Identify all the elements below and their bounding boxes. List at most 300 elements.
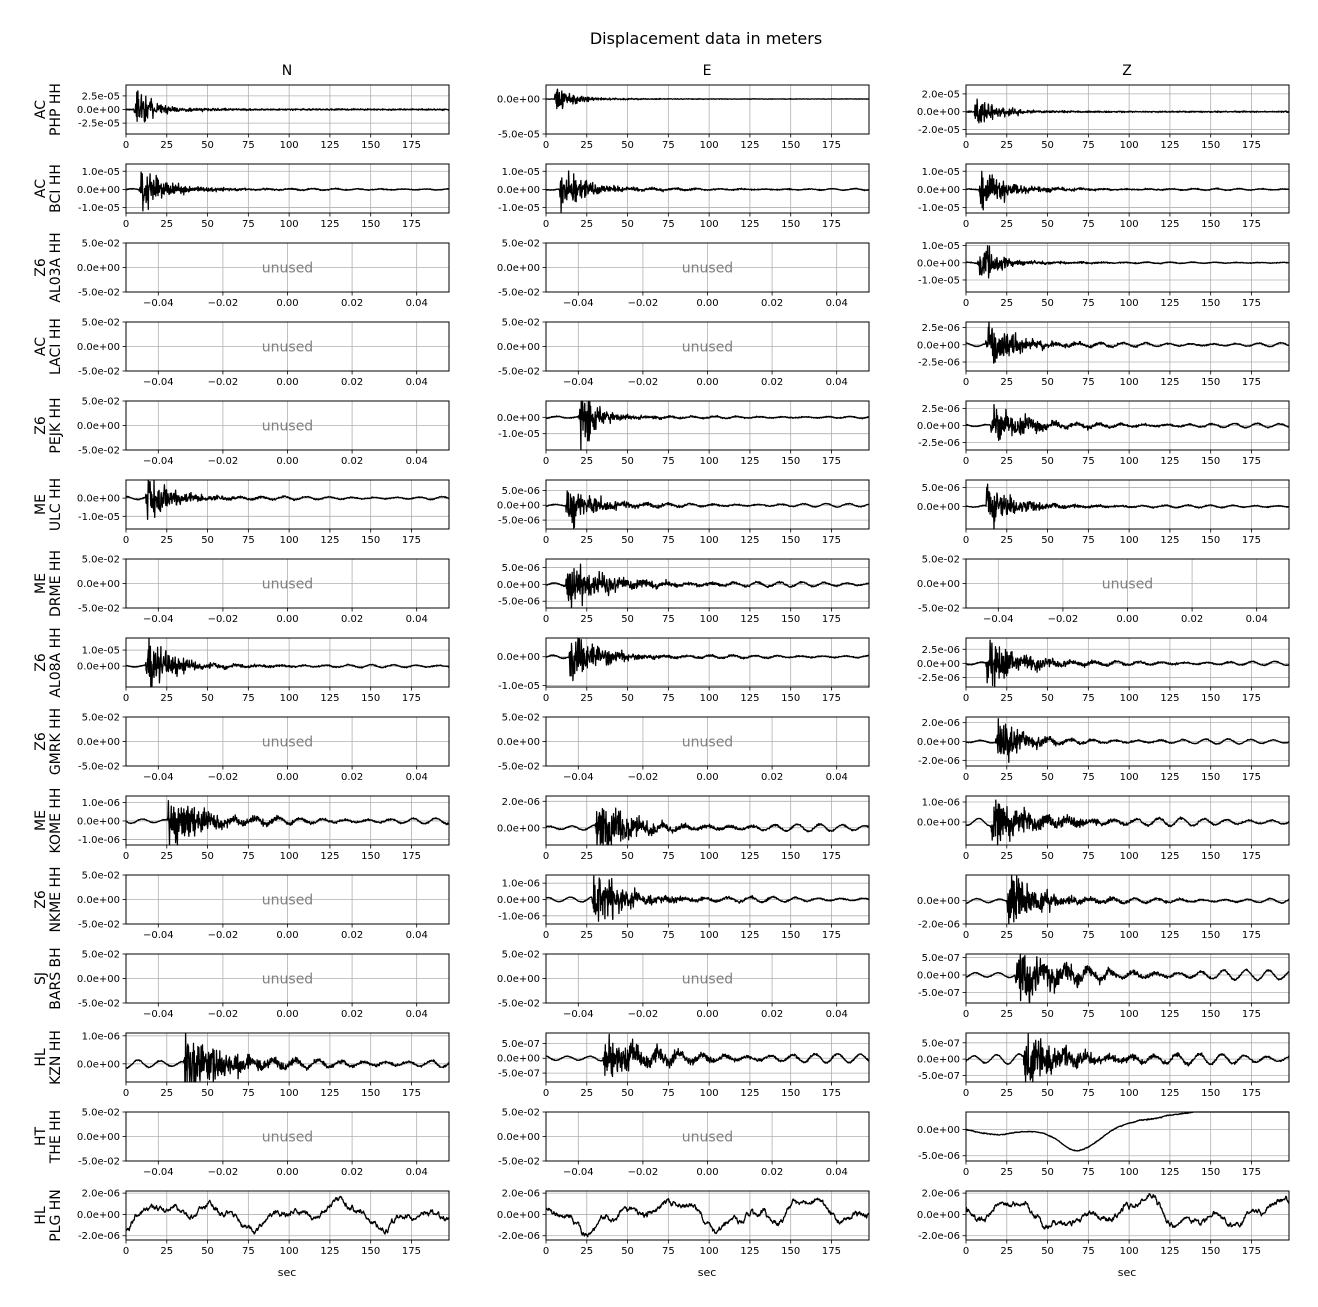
x-tick-label: 0.00 bbox=[696, 1167, 719, 1178]
panel-n bbox=[77, 397, 449, 468]
y-tick-label: 0.0e+00 bbox=[76, 1132, 120, 1143]
x-tick-label: 0.00 bbox=[276, 614, 299, 625]
y-tick-label: -1.0e-05 bbox=[498, 681, 540, 693]
station-row-5 bbox=[33, 478, 1289, 546]
series-line bbox=[966, 1034, 1289, 1082]
row-label-network: HL bbox=[33, 1206, 49, 1225]
y-tick-label: -1.0e-05 bbox=[78, 511, 120, 523]
x-tick-label: 25 bbox=[580, 219, 594, 230]
x-tick-label: 150 bbox=[781, 1246, 801, 1257]
x-tick-label: 0 bbox=[962, 1246, 970, 1257]
x-tick-label: 175 bbox=[401, 693, 422, 704]
x-tick-label: −0.04 bbox=[142, 772, 174, 783]
x-tick-label: 75 bbox=[661, 456, 675, 467]
x-tick-label: 75 bbox=[241, 535, 255, 546]
x-tick-label: 125 bbox=[740, 1088, 760, 1099]
unused-label: unused bbox=[681, 260, 734, 277]
x-tick-label: 150 bbox=[361, 693, 381, 704]
plot-frame bbox=[546, 638, 869, 687]
x-tick-label: −0.02 bbox=[627, 377, 659, 388]
x-tick-label: 25 bbox=[160, 535, 174, 546]
x-tick-label: −0.04 bbox=[562, 298, 594, 309]
y-tick-label: 5.0e-06 bbox=[501, 485, 540, 497]
x-tick-label: 0 bbox=[962, 693, 970, 704]
x-tick-label: 25 bbox=[1000, 1088, 1014, 1099]
x-tick-label: 100 bbox=[1119, 930, 1139, 941]
panel-n bbox=[77, 1108, 449, 1179]
plot-frame bbox=[966, 954, 1289, 1003]
x-tick-label: 0.04 bbox=[825, 1009, 848, 1020]
x-tick-label: 125 bbox=[320, 1088, 340, 1099]
x-tick-label: 125 bbox=[1160, 1246, 1180, 1257]
y-tick-label: 5.0e-02 bbox=[501, 949, 540, 961]
row-label-network: Z6 bbox=[33, 890, 49, 909]
x-tick-label: −0.04 bbox=[142, 614, 174, 625]
x-tick-label: 0.04 bbox=[405, 1167, 428, 1178]
x-tick-label: 25 bbox=[160, 219, 174, 230]
x-tick-label: 25 bbox=[160, 1246, 174, 1257]
x-tick-label: 50 bbox=[621, 693, 634, 704]
series-line bbox=[126, 1033, 449, 1082]
x-tick-label: 0 bbox=[962, 535, 970, 546]
x-tick-label: 50 bbox=[201, 1088, 214, 1099]
row-label-station: PLG HN bbox=[48, 1189, 64, 1242]
series-line bbox=[966, 1194, 1289, 1229]
x-tick-label: 125 bbox=[1160, 1088, 1180, 1099]
x-tick-label: 125 bbox=[740, 219, 760, 230]
x-tick-label: 50 bbox=[201, 693, 214, 704]
x-tick-label: 150 bbox=[781, 140, 801, 151]
panel-z bbox=[917, 796, 1289, 862]
y-tick-label: -1.0e-06 bbox=[78, 834, 120, 846]
x-tick-label: 0 bbox=[962, 1088, 970, 1099]
x-tick-label: 75 bbox=[1081, 1088, 1095, 1099]
plot-frame bbox=[546, 796, 869, 845]
unused-label: unused bbox=[261, 576, 314, 593]
x-tick-label: −0.04 bbox=[562, 1009, 594, 1020]
panel-z bbox=[917, 638, 1289, 704]
x-tick-label: 25 bbox=[580, 535, 594, 546]
plot-frame bbox=[546, 85, 869, 134]
x-tick-label: −0.04 bbox=[142, 930, 174, 941]
x-tick-label: 50 bbox=[1041, 1009, 1054, 1020]
panel-e bbox=[497, 950, 869, 1021]
x-tick-label: 25 bbox=[1000, 693, 1014, 704]
y-tick-label: 5.0e-06 bbox=[921, 483, 960, 495]
x-tick-label: −0.04 bbox=[142, 298, 174, 309]
panel-e bbox=[497, 638, 869, 704]
x-tick-label: 175 bbox=[1241, 1009, 1262, 1020]
x-tick-label: 100 bbox=[1119, 1088, 1139, 1099]
panel-z bbox=[917, 1033, 1289, 1099]
x-tick-label: 0.00 bbox=[1116, 614, 1139, 625]
unused-label: unused bbox=[261, 971, 314, 988]
x-tick-label: 175 bbox=[1241, 772, 1262, 783]
y-tick-label: 1.0e-05 bbox=[81, 166, 120, 178]
row-label-station: DRME HH bbox=[48, 550, 64, 617]
x-tick-label: 50 bbox=[1041, 535, 1054, 546]
x-tick-label: 50 bbox=[201, 535, 214, 546]
unused-label: unused bbox=[681, 1129, 734, 1146]
panel-z bbox=[917, 1189, 1289, 1257]
x-tick-label: 50 bbox=[201, 219, 214, 230]
x-tick-label: 75 bbox=[661, 614, 675, 625]
x-tick-label: −0.04 bbox=[982, 614, 1014, 625]
y-tick-label: 0.0e+00 bbox=[496, 1053, 540, 1065]
x-tick-label: 125 bbox=[1160, 851, 1180, 862]
x-tick-label: 75 bbox=[241, 851, 255, 862]
x-tick-label: 75 bbox=[661, 1246, 675, 1257]
station-row-3 bbox=[33, 318, 1289, 389]
x-tick-label: 125 bbox=[740, 614, 760, 625]
panel-grid bbox=[33, 83, 1289, 1257]
y-tick-label: 0.0e+00 bbox=[916, 579, 960, 590]
x-tick-label: 75 bbox=[1081, 219, 1095, 230]
plot-frame bbox=[966, 1191, 1289, 1240]
panel-z bbox=[917, 717, 1289, 783]
x-tick-label: 75 bbox=[1081, 298, 1095, 309]
x-tick-label: 0.02 bbox=[340, 772, 364, 783]
x-tick-label: 50 bbox=[1041, 140, 1054, 151]
series-line bbox=[546, 491, 869, 528]
x-tick-label: 100 bbox=[1119, 377, 1139, 388]
x-tick-label: 175 bbox=[1241, 456, 1262, 467]
x-tick-label: 50 bbox=[621, 614, 634, 625]
y-tick-label: 0.0e+00 bbox=[76, 737, 120, 748]
x-tick-label: 25 bbox=[1000, 930, 1014, 941]
x-tick-label: 150 bbox=[781, 219, 801, 230]
x-tick-label: 150 bbox=[781, 930, 801, 941]
x-tick-label: 100 bbox=[1119, 535, 1139, 546]
x-tick-label: 100 bbox=[1119, 1246, 1139, 1257]
unused-label: unused bbox=[1101, 576, 1154, 593]
x-tick-label: 175 bbox=[821, 456, 842, 467]
x-tick-label: 0.02 bbox=[340, 377, 364, 388]
x-tick-label: 0 bbox=[962, 298, 970, 309]
y-tick-label: 5.0e-07 bbox=[921, 953, 960, 964]
x-tick-label: 0.00 bbox=[276, 377, 299, 388]
x-tick-label: 0.02 bbox=[340, 930, 364, 941]
x-tick-label: 75 bbox=[661, 140, 675, 151]
x-tick-label: 50 bbox=[621, 1246, 634, 1257]
series-line bbox=[126, 172, 449, 211]
x-tick-label: 100 bbox=[279, 1088, 299, 1099]
x-tick-label: 150 bbox=[1201, 219, 1221, 230]
column-title-n: N bbox=[281, 63, 293, 79]
series-line bbox=[126, 638, 449, 687]
x-tick-label: −0.04 bbox=[562, 1167, 594, 1178]
x-tick-label: 50 bbox=[621, 456, 634, 467]
y-tick-label: 1.0e-06 bbox=[81, 797, 120, 809]
row-label-network: ME bbox=[33, 573, 49, 594]
x-tick-label: 150 bbox=[1201, 772, 1221, 783]
x-tick-label: 150 bbox=[361, 1246, 381, 1257]
y-tick-label: 0.0e+00 bbox=[76, 579, 120, 590]
x-tick-label: 25 bbox=[1000, 298, 1014, 309]
x-tick-label: 0.04 bbox=[405, 614, 428, 625]
unused-label: unused bbox=[261, 418, 314, 435]
x-tick-label: 150 bbox=[1201, 851, 1221, 862]
panel-e bbox=[497, 239, 869, 310]
x-tick-label: 25 bbox=[160, 140, 174, 151]
row-label-station: GMRK HH bbox=[48, 707, 64, 776]
x-tick-label: 50 bbox=[621, 140, 634, 151]
y-tick-label: 0.0e+00 bbox=[76, 974, 120, 985]
unused-label: unused bbox=[261, 260, 314, 277]
x-tick-label: 25 bbox=[580, 851, 594, 862]
x-tick-label: 125 bbox=[1160, 693, 1180, 704]
y-tick-label: -1.0e-05 bbox=[918, 203, 960, 215]
y-tick-label: 0.0e+00 bbox=[76, 895, 120, 906]
x-tick-label: 100 bbox=[699, 140, 719, 151]
x-tick-label: 25 bbox=[1000, 535, 1014, 546]
panel-n bbox=[77, 480, 449, 546]
x-tick-label: −0.04 bbox=[142, 1167, 174, 1178]
y-tick-label: -5.0e-02 bbox=[498, 761, 540, 773]
y-tick-label: 0.0e+00 bbox=[496, 652, 540, 664]
x-tick-label: 100 bbox=[1119, 298, 1139, 309]
x-tick-label: 50 bbox=[201, 140, 214, 151]
x-tick-label: 75 bbox=[1081, 851, 1095, 862]
x-tick-label: 175 bbox=[821, 614, 842, 625]
x-tick-label: 50 bbox=[621, 851, 634, 862]
y-tick-label: -2.0e-06 bbox=[918, 919, 960, 931]
y-tick-label: 0.0e+00 bbox=[916, 1124, 960, 1136]
x-tick-label: 175 bbox=[821, 140, 842, 151]
panel-e bbox=[497, 318, 869, 389]
x-tick-label: −0.02 bbox=[207, 614, 239, 625]
panel-e bbox=[497, 875, 869, 941]
y-tick-label: -5.0e-05 bbox=[498, 129, 540, 141]
x-tick-label: 0.00 bbox=[276, 1167, 299, 1178]
station-row-10 bbox=[33, 866, 1289, 941]
x-tick-label: 0.00 bbox=[276, 930, 299, 941]
x-tick-label: 75 bbox=[661, 535, 675, 546]
row-label-network: AC bbox=[33, 336, 49, 357]
x-tick-label: 75 bbox=[1081, 1167, 1095, 1178]
series-line bbox=[546, 89, 869, 109]
x-tick-label: 100 bbox=[279, 851, 299, 862]
row-label-station: ULC HH bbox=[48, 477, 64, 532]
x-tick-label: 75 bbox=[1081, 535, 1095, 546]
y-tick-label: 1.0e-05 bbox=[81, 645, 120, 657]
x-tick-label: 25 bbox=[580, 614, 594, 625]
row-label-network: Z6 bbox=[33, 258, 49, 277]
x-tick-label: 25 bbox=[580, 140, 594, 151]
x-tick-label: 75 bbox=[661, 930, 675, 941]
y-tick-label: 0.0e+00 bbox=[916, 340, 960, 352]
y-tick-label: 2.0e-06 bbox=[501, 796, 540, 808]
x-tick-label: 125 bbox=[740, 693, 760, 704]
row-label-network: Z6 bbox=[33, 653, 49, 672]
x-tick-label: 150 bbox=[1201, 693, 1221, 704]
y-tick-label: -2.5e-05 bbox=[78, 118, 120, 130]
x-tick-label: 0.04 bbox=[1245, 614, 1268, 625]
series-line bbox=[546, 638, 869, 681]
x-tick-label: 0 bbox=[122, 851, 130, 862]
x-tick-label: 100 bbox=[699, 693, 719, 704]
panel-e bbox=[497, 1033, 869, 1099]
x-tick-label: 75 bbox=[661, 693, 675, 704]
y-tick-label: 5.0e-02 bbox=[81, 396, 120, 408]
x-tick-label: 175 bbox=[1241, 693, 1262, 704]
xlabel-z: sec bbox=[1117, 1266, 1137, 1279]
y-tick-label: -2.0e-06 bbox=[498, 1231, 540, 1243]
x-tick-label: 150 bbox=[781, 693, 801, 704]
y-tick-label: 0.0e+00 bbox=[496, 263, 540, 274]
y-tick-label: 2.5e-05 bbox=[81, 91, 120, 103]
x-tick-label: 150 bbox=[781, 614, 801, 625]
y-tick-label: 0.0e+00 bbox=[916, 501, 960, 513]
x-tick-label: 125 bbox=[740, 535, 760, 546]
station-row-0 bbox=[33, 83, 1289, 151]
y-tick-label: 0.0e+00 bbox=[916, 737, 960, 748]
x-tick-label: 150 bbox=[781, 535, 801, 546]
x-tick-label: 100 bbox=[699, 535, 719, 546]
series-line bbox=[546, 1198, 869, 1237]
y-tick-label: 2.5e-06 bbox=[921, 323, 960, 335]
x-tick-label: 150 bbox=[361, 1088, 381, 1099]
unused-label: unused bbox=[681, 971, 734, 988]
y-tick-label: 0.0e+00 bbox=[496, 184, 540, 196]
x-tick-label: 0 bbox=[542, 1088, 550, 1099]
row-label-station: KZN HH bbox=[48, 1030, 64, 1085]
y-tick-label: -2.0e-06 bbox=[918, 1231, 960, 1243]
x-tick-label: −0.02 bbox=[1047, 614, 1079, 625]
y-tick-label: 0.0e+00 bbox=[496, 94, 540, 106]
y-tick-label: 5.0e-02 bbox=[921, 554, 960, 566]
x-tick-label: 0.00 bbox=[276, 772, 299, 783]
y-tick-label: 0.0e+00 bbox=[76, 184, 120, 196]
x-tick-label: 125 bbox=[1160, 930, 1180, 941]
panel-n bbox=[77, 796, 449, 862]
series-line bbox=[966, 322, 1289, 363]
x-tick-label: 175 bbox=[1241, 851, 1262, 862]
panel-n bbox=[77, 85, 449, 151]
x-tick-label: 100 bbox=[699, 614, 719, 625]
x-tick-label: 0 bbox=[122, 1088, 130, 1099]
row-label-station: THE HH bbox=[48, 1109, 64, 1164]
plot-frame bbox=[546, 1191, 869, 1240]
x-tick-label: 0 bbox=[122, 219, 130, 230]
x-tick-label: 25 bbox=[1000, 456, 1014, 467]
y-tick-label: 5.0e-07 bbox=[501, 1038, 540, 1050]
x-tick-label: −0.02 bbox=[207, 456, 239, 467]
panel-e bbox=[497, 85, 869, 151]
x-tick-label: 50 bbox=[621, 930, 634, 941]
row-label-network: HT bbox=[33, 1126, 49, 1147]
x-tick-label: 75 bbox=[241, 219, 255, 230]
panel-e bbox=[497, 559, 869, 625]
y-tick-label: 5.0e-02 bbox=[501, 1107, 540, 1119]
unused-label: unused bbox=[681, 734, 734, 751]
x-tick-label: 150 bbox=[1201, 456, 1221, 467]
unused-label: unused bbox=[261, 892, 314, 909]
series-line bbox=[546, 808, 869, 845]
x-tick-label: 125 bbox=[1160, 219, 1180, 230]
x-tick-label: 175 bbox=[401, 219, 422, 230]
x-tick-label: −0.02 bbox=[207, 377, 239, 388]
y-tick-label: 0.0e+00 bbox=[76, 105, 120, 116]
panel-z bbox=[917, 953, 1289, 1020]
x-tick-label: 0 bbox=[962, 1167, 970, 1178]
x-tick-label: 125 bbox=[320, 219, 340, 230]
x-tick-label: 0.00 bbox=[276, 456, 299, 467]
x-tick-label: 150 bbox=[361, 140, 381, 151]
panel-e bbox=[497, 401, 869, 467]
x-tick-label: 0.00 bbox=[276, 1009, 299, 1020]
y-tick-label: 0.0e+00 bbox=[916, 1209, 960, 1221]
xlabel-e: sec bbox=[697, 1266, 717, 1279]
y-tick-label: 0.0e+00 bbox=[916, 817, 960, 829]
y-tick-label: 0.0e+00 bbox=[76, 263, 120, 274]
figure-title: Displacement data in meters bbox=[589, 29, 823, 48]
row-label-station: KOME HH bbox=[48, 787, 64, 854]
panel-n bbox=[77, 713, 449, 784]
y-tick-label: -5.0e-02 bbox=[78, 445, 120, 457]
y-tick-label: 5.0e-02 bbox=[501, 712, 540, 724]
panel-e bbox=[497, 1189, 869, 1257]
panel-n bbox=[77, 1189, 449, 1257]
y-tick-label: 0.0e+00 bbox=[76, 1059, 120, 1071]
x-tick-label: 150 bbox=[1201, 1246, 1221, 1257]
x-tick-label: −0.04 bbox=[562, 377, 594, 388]
panel-z bbox=[917, 164, 1289, 230]
panel-z bbox=[917, 241, 1289, 309]
panel-e bbox=[497, 480, 869, 546]
series-line bbox=[966, 99, 1289, 123]
x-tick-label: 50 bbox=[1041, 298, 1054, 309]
row-label-network: SJ bbox=[33, 971, 49, 986]
x-tick-label: 75 bbox=[1081, 140, 1095, 151]
y-tick-label: 0.0e+00 bbox=[496, 974, 540, 985]
x-tick-label: 25 bbox=[1000, 772, 1014, 783]
x-tick-label: −0.02 bbox=[207, 1167, 239, 1178]
x-tick-label: 75 bbox=[241, 1088, 255, 1099]
row-label-station: PHP HH bbox=[48, 83, 64, 136]
plot-frame bbox=[966, 1112, 1289, 1161]
plot-frame bbox=[966, 243, 1289, 292]
y-tick-label: 0.0e+00 bbox=[916, 107, 960, 119]
panel-n bbox=[77, 555, 449, 626]
x-tick-label: 25 bbox=[1000, 851, 1014, 862]
y-tick-label: 0.0e+00 bbox=[76, 493, 120, 505]
x-tick-label: 75 bbox=[1081, 377, 1095, 388]
x-tick-label: 0.02 bbox=[760, 377, 784, 388]
x-tick-label: 0 bbox=[542, 693, 550, 704]
x-tick-label: 125 bbox=[1160, 140, 1180, 151]
station-row-7 bbox=[33, 627, 1289, 704]
y-tick-label: 0.0e+00 bbox=[496, 1209, 540, 1221]
panel-n bbox=[77, 318, 449, 389]
series-line bbox=[966, 405, 1289, 441]
x-tick-label: 0 bbox=[122, 140, 130, 151]
y-tick-label: 5.0e-02 bbox=[81, 870, 120, 882]
y-tick-label: 0.0e+00 bbox=[76, 1209, 120, 1221]
unused-label: unused bbox=[261, 339, 314, 356]
y-tick-label: -2.5e-06 bbox=[918, 438, 960, 450]
row-label-station: PEJK HH bbox=[48, 397, 64, 454]
x-tick-label: 100 bbox=[699, 851, 719, 862]
x-tick-label: 25 bbox=[160, 693, 174, 704]
x-tick-label: 50 bbox=[1041, 851, 1054, 862]
y-tick-label: -5.0e-02 bbox=[78, 1156, 120, 1168]
x-tick-label: 50 bbox=[1041, 456, 1054, 467]
panel-n bbox=[77, 239, 449, 310]
x-tick-label: 25 bbox=[1000, 1167, 1014, 1178]
panel-e bbox=[497, 796, 869, 862]
x-tick-label: 0 bbox=[542, 456, 550, 467]
